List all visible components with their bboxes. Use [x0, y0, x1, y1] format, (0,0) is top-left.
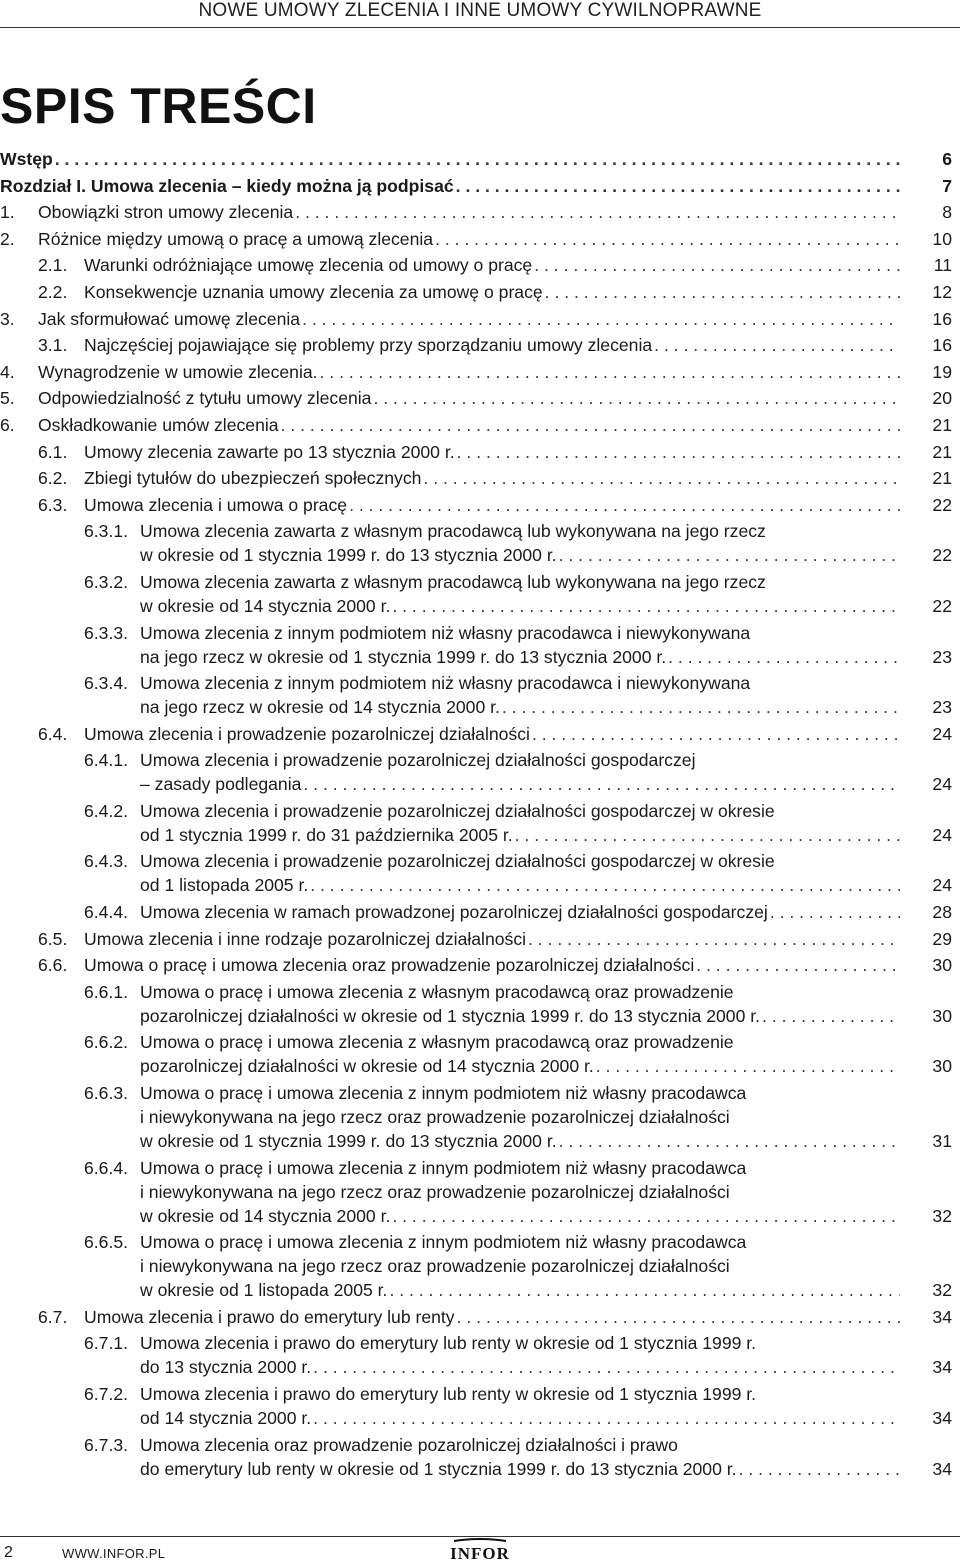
toc-entry-title: Umowa zlecenia i prawo do emerytury lub renty — [84, 1306, 455, 1327]
toc-entry — [0, 927, 952, 951]
toc-entry-title: pozarolniczej działalności w okresie od 1 stycznia 1999 r. do 13 stycznia 2000 r. — [140, 1005, 761, 1026]
toc-entry-page: 8 — [942, 202, 952, 223]
toc-entry-page: 28 — [932, 902, 952, 923]
toc-entry-title: do emerytury lub renty w okresie od 1 stycznia 1999 r. do 13 stycznia 2000 r. — [140, 1458, 737, 1479]
toc-entry-number: 3. — [0, 308, 15, 329]
toc-entry-title: Umowa zlecenia oraz prowadzenie pozarolniczej działalności i prawo — [140, 1434, 678, 1455]
dot-leader — [534, 253, 900, 277]
toc-entry — [0, 1156, 952, 1228]
footer-page-number: 2 — [4, 1544, 13, 1561]
toc-entry-title: Warunki odróżniające umowę zlecenia od umowy o pracę — [84, 255, 533, 276]
toc-entry-title: Rozdział I. Umowa zlecenia – kiedy można ją podpisać — [0, 175, 454, 196]
toc-entry-title: i niewykonywana na jego rzecz oraz prowadzenie pozarolniczej działalności — [140, 1107, 730, 1128]
toc-entry-number: 6.6.2. — [84, 1032, 129, 1053]
toc-entry-number: 6.7. — [38, 1306, 68, 1327]
toc-entry-page: 20 — [932, 388, 952, 409]
toc-entry-page: 30 — [932, 955, 952, 976]
toc-entry-page: 34 — [932, 1458, 952, 1479]
toc-entry — [0, 1081, 952, 1153]
toc-entry — [0, 307, 952, 331]
toc-entry — [0, 147, 952, 171]
toc-entry-title: Umowa zlecenia i prawo do emerytury lub renty w okresie od 1 stycznia 1999 r. — [140, 1333, 757, 1354]
toc-entry-title: Jak sformułować umowę zlecenia — [38, 308, 301, 329]
toc-entry — [0, 900, 952, 924]
toc-entry — [0, 953, 952, 977]
toc-entry-number: 6.4.3. — [84, 851, 129, 872]
toc-entry-title: i niewykonywana na jego rzecz oraz prowadzenie pozarolniczej działalności — [140, 1256, 730, 1277]
toc-entry-number: 6.3.1. — [84, 521, 129, 542]
toc-entry-title: w okresie od 1 stycznia 1999 r. do 13 stycznia 2000 r. — [140, 545, 557, 566]
toc-entry-number: 4. — [0, 361, 15, 382]
footer-url: WWW.INFOR.PL — [62, 1546, 166, 1561]
dot-leader — [313, 1406, 900, 1430]
toc-entry-page: 30 — [932, 1005, 952, 1026]
toc-entry-number: 2. — [0, 228, 15, 249]
toc-entry-title: do 13 stycznia 2000 r. — [140, 1357, 312, 1378]
dot-leader — [281, 413, 900, 437]
toc-entry-title: Różnice między umową o pracę a umową zlecenia — [38, 228, 434, 249]
toc-entry-title: Umowa o pracę i umowa zlecenia oraz prowadzenie pozarolniczej działalności — [84, 955, 695, 976]
dot-leader — [739, 1457, 900, 1481]
toc-entry-page: 22 — [932, 494, 952, 515]
toc-entry-title: Umowa o pracę i umowa zlecenia z własnym pracodawcą oraz prowadzenie — [140, 981, 734, 1002]
toc-entry-title: od 14 stycznia 2000 r. — [140, 1408, 312, 1428]
dot-leader — [696, 953, 900, 977]
toc-entry-title: Umowy zlecenia zawarte po 13 stycznia 2000 r. — [84, 441, 455, 462]
toc-entry-page: 23 — [932, 646, 952, 667]
header-rule — [0, 27, 960, 28]
toc-entry — [0, 519, 952, 567]
toc-entry-page: 24 — [932, 774, 952, 795]
toc-entry — [0, 980, 952, 1028]
dot-leader — [528, 927, 900, 951]
dot-leader — [389, 1278, 900, 1302]
dot-leader — [320, 360, 900, 384]
toc-entry — [0, 849, 952, 897]
toc-entry-page: 21 — [932, 441, 952, 462]
dot-leader — [762, 1004, 900, 1028]
toc-entry-page: 22 — [932, 545, 952, 566]
svg-text:INFOR: INFOR — [450, 1544, 510, 1563]
toc-entry-number: 6.2. — [38, 468, 68, 489]
toc-entry-number: 6.6.4. — [84, 1157, 129, 1178]
toc-entry-page: 23 — [932, 697, 952, 718]
dot-leader — [545, 280, 900, 304]
toc-entry — [0, 360, 952, 384]
toc-entry-number: 6.7.2. — [84, 1384, 129, 1404]
toc-entry-title: Obowiązki stron umowy zlecenia — [38, 202, 294, 223]
toc-entry-title: Umowa zlecenia zawarta z własnym pracodawcą lub wykonywana na jego rzecz — [140, 521, 766, 542]
toc-entry-page: 22 — [932, 595, 952, 616]
toc-entry — [0, 1230, 952, 1302]
toc-entry — [0, 722, 952, 746]
toc-entry-title: Umowa zlecenia i prowadzenie pozarolniczej działalności gospodarczej — [140, 750, 696, 771]
toc-entry-page: 19 — [932, 361, 952, 382]
dot-leader — [770, 900, 900, 924]
toc-entry — [0, 200, 952, 224]
toc-entry — [0, 280, 952, 304]
toc-entry — [0, 799, 952, 847]
toc-entry-title: Umowa zlecenia z innym podmiotem niż własny pracodawca i niewykonywana — [140, 673, 751, 694]
dot-leader — [423, 466, 900, 490]
toc-entry-title: na jego rzecz w okresie od 1 stycznia 1999 r. do 13 stycznia 2000 r. — [140, 646, 667, 667]
toc-entry-page: 24 — [932, 824, 952, 845]
toc-entry-title: Umowa zlecenia i prowadzenie pozarolniczej działalności — [84, 723, 530, 744]
toc-entry — [0, 440, 952, 464]
toc-entry-title: Umowa zlecenia z innym podmiotem niż własny pracodawca i niewykonywana — [140, 622, 751, 643]
toc-entry — [0, 227, 952, 251]
toc-entry-number: 6.6.3. — [84, 1083, 129, 1104]
toc-entry-title: Oskładkowanie umów zlecenia — [38, 414, 279, 435]
dot-leader — [515, 823, 900, 847]
toc-entry-page: 16 — [932, 335, 952, 356]
dot-leader — [302, 307, 900, 331]
toc-entry-page: 24 — [932, 723, 952, 744]
toc-entry-page: 16 — [932, 308, 952, 329]
toc-entry-page: 21 — [932, 468, 952, 489]
toc-entry-number: 6.6.1. — [84, 981, 129, 1002]
toc-entry-title: od 1 listopada 2005 r. — [140, 875, 309, 896]
dot-leader — [313, 1355, 900, 1379]
dot-leader — [303, 772, 900, 796]
toc-entry — [0, 413, 952, 437]
dot-leader — [532, 722, 900, 746]
toc-entry-title: – zasady podlegania — [140, 774, 302, 795]
toc-entry-number: 6.7.3. — [84, 1434, 129, 1455]
toc-entry-number: 6.4. — [38, 723, 68, 744]
toc-entry-title: pozarolniczej działalności w okresie od 14 stycznia 2000 r. — [140, 1056, 594, 1077]
dot-leader — [559, 543, 900, 567]
dot-leader — [392, 1204, 900, 1228]
toc-entry — [0, 174, 952, 198]
toc-entry-number: 6.4.4. — [84, 902, 129, 923]
dot-leader — [310, 873, 900, 897]
toc-entry-number: 6.1. — [38, 441, 68, 462]
infor-logo — [436, 1537, 524, 1563]
toc-entry-number: 3.1. — [38, 335, 68, 356]
toc-entry-number: 6. — [0, 414, 15, 435]
toc-entry — [0, 333, 952, 357]
toc-entry — [0, 621, 952, 669]
toc-entry-title: Wstęp — [0, 149, 53, 169]
toc-entry — [0, 671, 952, 719]
toc-entry-page: 29 — [932, 928, 952, 949]
toc-entry — [0, 1305, 952, 1329]
toc-entry-title: na jego rzecz w okresie od 14 stycznia 2000 r. — [140, 697, 500, 718]
toc-entry-page: 21 — [932, 414, 952, 435]
toc-entry-title: w okresie od 14 stycznia 2000 r. — [140, 595, 391, 616]
dot-leader — [55, 147, 900, 171]
toc-entry-page: 11 — [933, 255, 952, 276]
toc-entry-page: 12 — [932, 281, 952, 302]
dot-leader — [668, 645, 900, 669]
toc-entry-title: Konsekwencje uznania umowy zlecenia za umowę o pracę — [84, 281, 543, 302]
table-of-contents — [0, 147, 952, 1483]
toc-entry — [0, 1331, 952, 1379]
toc-entry-title: w okresie od 1 listopada 2005 r. — [140, 1280, 388, 1301]
toc-entry-title: Najczęściej pojawiające się problemy przy sporządzaniu umowy zlecenia — [84, 335, 653, 356]
toc-entry-page: 34 — [932, 1357, 952, 1378]
toc-entry-title: Umowa zlecenia i inne rodzaje pozarolniczej działalności — [84, 928, 527, 949]
toc-entry-title: w okresie od 1 stycznia 1999 r. do 13 stycznia 2000 r. — [140, 1131, 557, 1152]
dot-leader — [596, 1054, 900, 1078]
toc-entry-page: 34 — [932, 1306, 952, 1327]
toc-entry-number: 2.1. — [38, 255, 68, 276]
dot-leader — [295, 200, 900, 224]
toc-entry-number: 6.6. — [38, 955, 68, 976]
toc-entry-number: 6.3.4. — [84, 673, 129, 694]
toc-entry-title: od 1 stycznia 1999 r. do 31 października 2005 r. — [140, 824, 513, 845]
toc-entry-title: i niewykonywana na jego rzecz oraz prowadzenie pozarolniczej działalności — [140, 1181, 730, 1202]
toc-entry — [0, 493, 952, 517]
toc-entry-title: Umowa zlecenia i prawo do emerytury lub renty w okresie od 1 stycznia 1999 r. — [140, 1384, 757, 1404]
toc-entry-number: 6.3.2. — [84, 571, 129, 592]
toc-entry-page: 32 — [932, 1205, 952, 1226]
toc-entry-title: Umowa zlecenia w ramach prowadzonej pozarolniczej działalności gospodarczej — [140, 902, 768, 923]
dot-leader — [456, 174, 900, 198]
toc-entry-page: 10 — [932, 228, 952, 249]
dot-leader — [559, 1129, 900, 1153]
dot-leader — [502, 695, 900, 719]
toc-entry-title: Umowa zlecenia zawarta z własnym pracodawcą lub wykonywana na jego rzecz — [140, 571, 766, 592]
toc-entry — [0, 748, 952, 796]
toc-entry — [0, 570, 952, 618]
toc-entry-title: w okresie od 14 stycznia 2000 r. — [140, 1205, 391, 1226]
toc-entry-title: Umowa o pracę i umowa zlecenia z innym podmiotem niż własny pracodawca — [140, 1083, 747, 1104]
toc-entry-number: 5. — [0, 388, 15, 409]
toc-entry-number: 6.7.1. — [84, 1333, 129, 1354]
toc-entry-number: 6.4.2. — [84, 800, 129, 821]
toc-entry-page: 24 — [932, 875, 952, 896]
toc-entry — [0, 386, 952, 410]
toc-entry-number: 6.5. — [38, 928, 68, 949]
toc-entry — [0, 466, 952, 490]
toc-entry — [0, 1433, 952, 1481]
dot-leader — [435, 227, 900, 251]
toc-entry-number: 6.3. — [38, 494, 68, 515]
dot-leader — [373, 386, 900, 410]
dot-leader — [349, 493, 900, 517]
toc-entry-page: 6 — [942, 149, 952, 169]
toc-entry-title: Zbiegi tytułów do ubezpieczeń społecznych — [84, 468, 422, 489]
toc-entry-page: 32 — [932, 1280, 952, 1301]
dot-leader — [654, 333, 900, 357]
toc-entry-page: 34 — [932, 1408, 952, 1428]
toc-entry-title: Umowa zlecenia i prowadzenie pozarolniczej działalności gospodarczej w okresie — [140, 851, 775, 872]
toc-entry-title: Umowa zlecenia i prowadzenie pozarolniczej działalności gospodarczej w okresie — [140, 800, 775, 821]
toc-entry-page: 7 — [942, 175, 952, 196]
toc-entry-number: 6.3.3. — [84, 622, 129, 643]
page-title: SPIS TREŚCI — [0, 78, 317, 134]
dot-leader — [457, 440, 900, 464]
toc-entry-number: 6.6.5. — [84, 1232, 129, 1253]
toc-entry — [0, 1030, 952, 1078]
toc-entry-title: Umowa o pracę i umowa zlecenia z innym podmiotem niż własny pracodawca — [140, 1157, 747, 1178]
dot-leader — [457, 1305, 900, 1329]
toc-entry — [0, 253, 952, 277]
toc-entry-title: Umowa o pracę i umowa zlecenia z własnym pracodawcą oraz prowadzenie — [140, 1032, 734, 1053]
running-header: NOWE UMOWY ZLECENIA I INNE UMOWY CYWILNOPRAWNE — [198, 0, 762, 21]
toc-entry-number: 1. — [0, 202, 15, 223]
dot-leader — [392, 594, 900, 618]
toc-entry-number: 6.4.1. — [84, 750, 129, 771]
toc-entry-title: Odpowiedzialność z tytułu umowy zlecenia — [38, 388, 372, 409]
toc-entry — [0, 1382, 952, 1430]
toc-entry-title: Umowa zlecenia i umowa o pracę — [84, 494, 348, 515]
toc-entry-number: 2.2. — [38, 281, 68, 302]
toc-entry-page: 30 — [932, 1056, 952, 1077]
toc-entry-title: Wynagrodzenie w umowie zlecenia. — [38, 361, 318, 382]
toc-entry-title: Umowa o pracę i umowa zlecenia z innym podmiotem niż własny pracodawca — [140, 1232, 747, 1253]
toc-entry-page: 31 — [932, 1131, 952, 1152]
